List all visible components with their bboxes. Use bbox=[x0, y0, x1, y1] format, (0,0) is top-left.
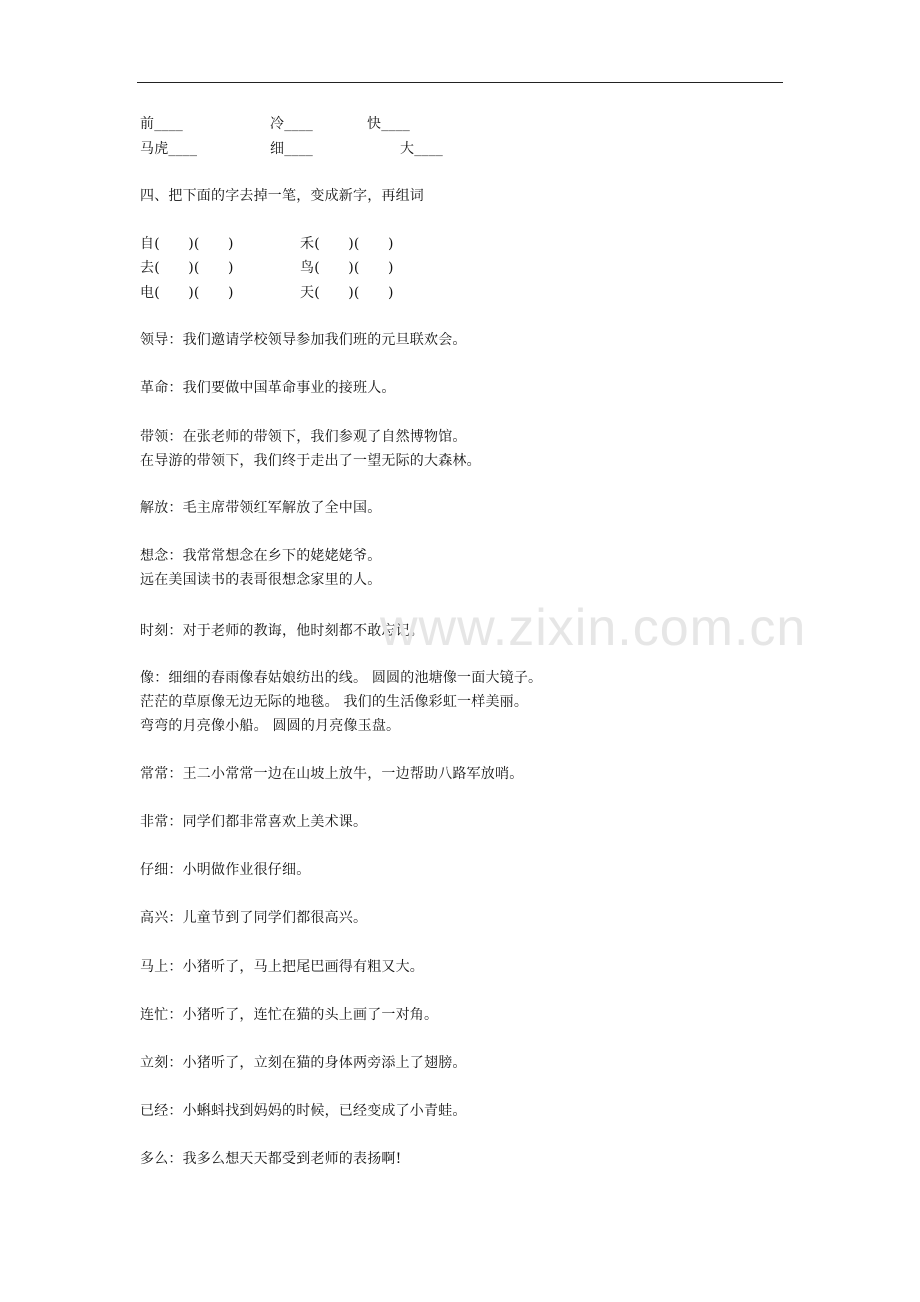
example-sentence: 仔细：小明做作业很仔细。 bbox=[140, 862, 311, 878]
example-sentence: 时刻：对于老师的教诲，他时刻都不敢忘记。 bbox=[140, 623, 424, 639]
stroke-exercise-item: 天( )( ) bbox=[300, 285, 394, 301]
example-sentence: 解放：毛主席带领红军解放了全中国。 bbox=[140, 500, 382, 516]
stroke-exercise-item: 禾( )( ) bbox=[300, 236, 394, 252]
example-sentence: 想念：我常常想念在乡下的姥姥姥爷。 bbox=[140, 548, 382, 564]
example-sentence: 常常：王二小常常一边在山坡上放牛，一边帮助八路军放哨。 bbox=[140, 766, 524, 782]
example-sentence: 弯弯的月亮像小船。 圆圆的月亮像玉盘。 bbox=[140, 718, 401, 734]
stroke-exercise-item: 自( )( ) bbox=[140, 236, 234, 252]
example-sentence: 革命：我们要做中国革命事业的接班人。 bbox=[140, 380, 396, 396]
stroke-exercise-item: 电( )( ) bbox=[140, 285, 234, 301]
stroke-exercise-item: 去( )( ) bbox=[140, 260, 234, 276]
antonym-item: 快____ bbox=[367, 116, 410, 132]
example-sentence: 已经：小蝌蚪找到妈妈的时候，已经变成了小青蛙。 bbox=[140, 1103, 467, 1119]
header-rule bbox=[137, 82, 783, 83]
example-sentence: 像：细细的春雨像春姑娘纺出的线。 圆圆的池塘像一面大镜子。 bbox=[140, 670, 543, 686]
example-sentence: 在导游的带领下，我们终于走出了一望无际的大森林。 bbox=[140, 453, 481, 469]
example-sentence: 领导：我们邀请学校领导参加我们班的元旦联欢会。 bbox=[140, 332, 467, 348]
example-sentence: 远在美国读书的表哥很想念家里的人。 bbox=[140, 572, 382, 588]
example-sentence: 连忙：小猪听了，连忙在猫的头上画了一对角。 bbox=[140, 1007, 439, 1023]
antonym-item: 冷____ bbox=[270, 116, 313, 132]
example-sentence: 高兴：儿童节到了同学们都很高兴。 bbox=[140, 910, 368, 926]
antonym-item: 细____ bbox=[270, 141, 313, 157]
example-sentence: 多么：我多么想天天都受到老师的表扬啊! bbox=[140, 1151, 402, 1167]
antonym-item: 马虎____ bbox=[140, 141, 198, 157]
example-sentence: 带领：在张老师的带领下，我们参观了自然博物馆。 bbox=[140, 429, 467, 445]
example-sentence: 茫茫的草原像无边无际的地毯。 我们的生活像彩虹一样美丽。 bbox=[140, 694, 529, 710]
example-sentence: 非常：同学们都非常喜欢上美术课。 bbox=[140, 814, 368, 830]
watermark: www.zixin.com.cn bbox=[380, 599, 807, 657]
antonym-item: 大____ bbox=[400, 141, 443, 157]
stroke-exercise-item: 鸟( )( ) bbox=[300, 260, 394, 276]
example-sentence: 马上：小猪听了，马上把尾巴画得有粗又大。 bbox=[140, 959, 424, 975]
antonym-item: 前____ bbox=[140, 116, 183, 132]
example-sentence: 立刻：小猪听了，立刻在猫的身体两旁添上了翅膀。 bbox=[140, 1055, 467, 1071]
section-heading: 四、把下面的字去掉一笔，变成新字，再组词 bbox=[140, 188, 424, 204]
